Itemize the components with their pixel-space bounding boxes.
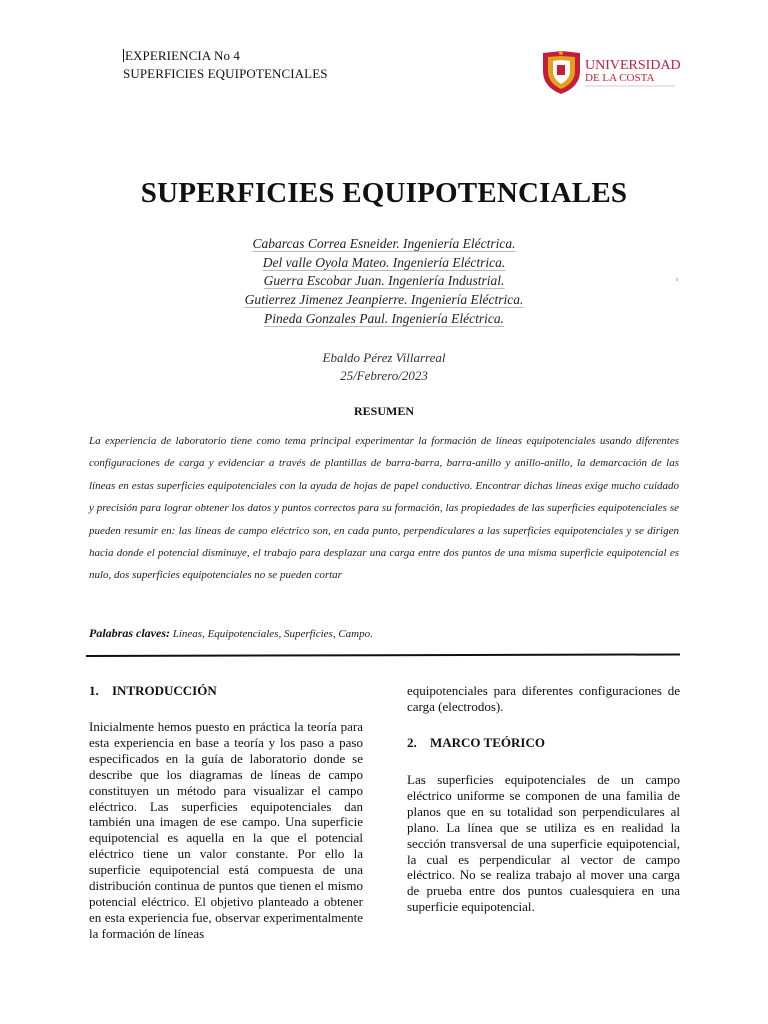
abstract-text: La experiencia de laboratorio tiene como tema principal experimentar la formación de líneas equipotenciales usando diferentes configuraciones de carga y evidenciar a través de plantillas de barra-barra, barra-anillo y anillo-anillo, la demarcación de las líneas en estas superficies equipotenciales con la ayuda de hojas de papel conductivo. Encontrar dichas líneas exige mucho cuidado y precisión para lograr obtener los datos y puntos correctos para su formación, las propiedades de las superficies equipotenciales se pueden resumir en: las líneas de campo eléctrico son, en cada punto, perpendiculares a las superficies equipotenciales y se dirigen hacia donde el potencial disminuye, el trabajo para desplazar una carga entre dos puntos de una misma superficie equipotencial es nulo, dos superficies equipotenciales no se pueden cortar bbox=[89, 435, 679, 582]
header-subject: SUPERFICIES EQUIPOTENCIALES bbox=[123, 66, 328, 81]
university-logo bbox=[540, 47, 680, 97]
teacher-name: Ebaldo Pérez Villarreal bbox=[322, 350, 446, 365]
section-heading-introduction: 1. INTRODUCCIÓN bbox=[89, 683, 217, 698]
abstract-heading: RESUMEN bbox=[353, 404, 414, 418]
document-date: 25/Febrero/2023 bbox=[340, 368, 428, 383]
logo-name-line-2: DE LA COSTA bbox=[585, 72, 655, 84]
author-2: Del valle Oyola Mateo. Ingeniería Eléctrica. bbox=[262, 255, 506, 270]
marco-teorico-text: Las superficies equipotenciales de un campo eléctrico uniforme se componen de una familia de planos que en su totalidad son perpendiculares al plano. La línea que se utiliza es en realidad la sección transversal de una superficie equipotencial, la cual es perpendicular al vector de campo eléctrico. No se realiza trabajo al mover una carga de prueba entre dos puntos cualesquiera en una superficie equipotencial. bbox=[407, 772, 680, 915]
author-5: Pineda Gonzales Paul. Ingeniería Eléctrica. bbox=[264, 311, 504, 326]
introduction-text-continued: equipotenciales para diferentes configuraciones de carga (electrodos). bbox=[407, 683, 680, 714]
text-cursor bbox=[123, 49, 124, 62]
introduction-text: Inicialmente hemos puesto en práctica la teoría para esta experiencia en base a teoría y los paso a paso especificados en la guía de laboratorio donde se describe que los diagramas de líneas de campo constituyen un método para visualizar el campo eléctrico. Las superficies equipotenciales dan también una imagen de ese campo. Una superficie equipotencial es aquella en la que el potencial eléctrico tiene un valor constante. Por ello la superficie equipotencial está compuesta de una distribución continua de puntos que tienen el mismo potencial eléctrico. El objetivo planteado a obtener en esta experiencia fue, observar experimentalmente la formación de líneas bbox=[89, 719, 363, 941]
keywords-value: Líneas, Equipotenciales, Superficies, Campo. bbox=[172, 628, 373, 640]
author-3: Guerra Escobar Juan. Ingeniería Industrial. bbox=[263, 273, 505, 288]
author-1: Cabarcas Correa Esneider. Ingeniería Eléctrica. bbox=[252, 236, 516, 251]
university-crest-icon bbox=[540, 47, 680, 97]
keywords bbox=[89, 626, 373, 641]
margin-mark bbox=[676, 278, 678, 281]
paper-title: SUPERFICIES EQUIPOTENCIALES bbox=[140, 177, 628, 209]
header-line-1: EXPERIENCIA No 4 bbox=[125, 48, 240, 63]
section-heading-marco-teorico: 2. MARCO TEÓRICO bbox=[407, 735, 545, 750]
header-experiment-number bbox=[123, 48, 240, 64]
section-divider bbox=[86, 653, 680, 657]
author-4: Gutierrez Jimenez Jeanpierre. Ingeniería Eléctrica. bbox=[244, 292, 524, 307]
logo-name-line-1: UNIVERSIDAD bbox=[585, 58, 680, 73]
keywords-label: Palabras claves: bbox=[89, 626, 170, 640]
